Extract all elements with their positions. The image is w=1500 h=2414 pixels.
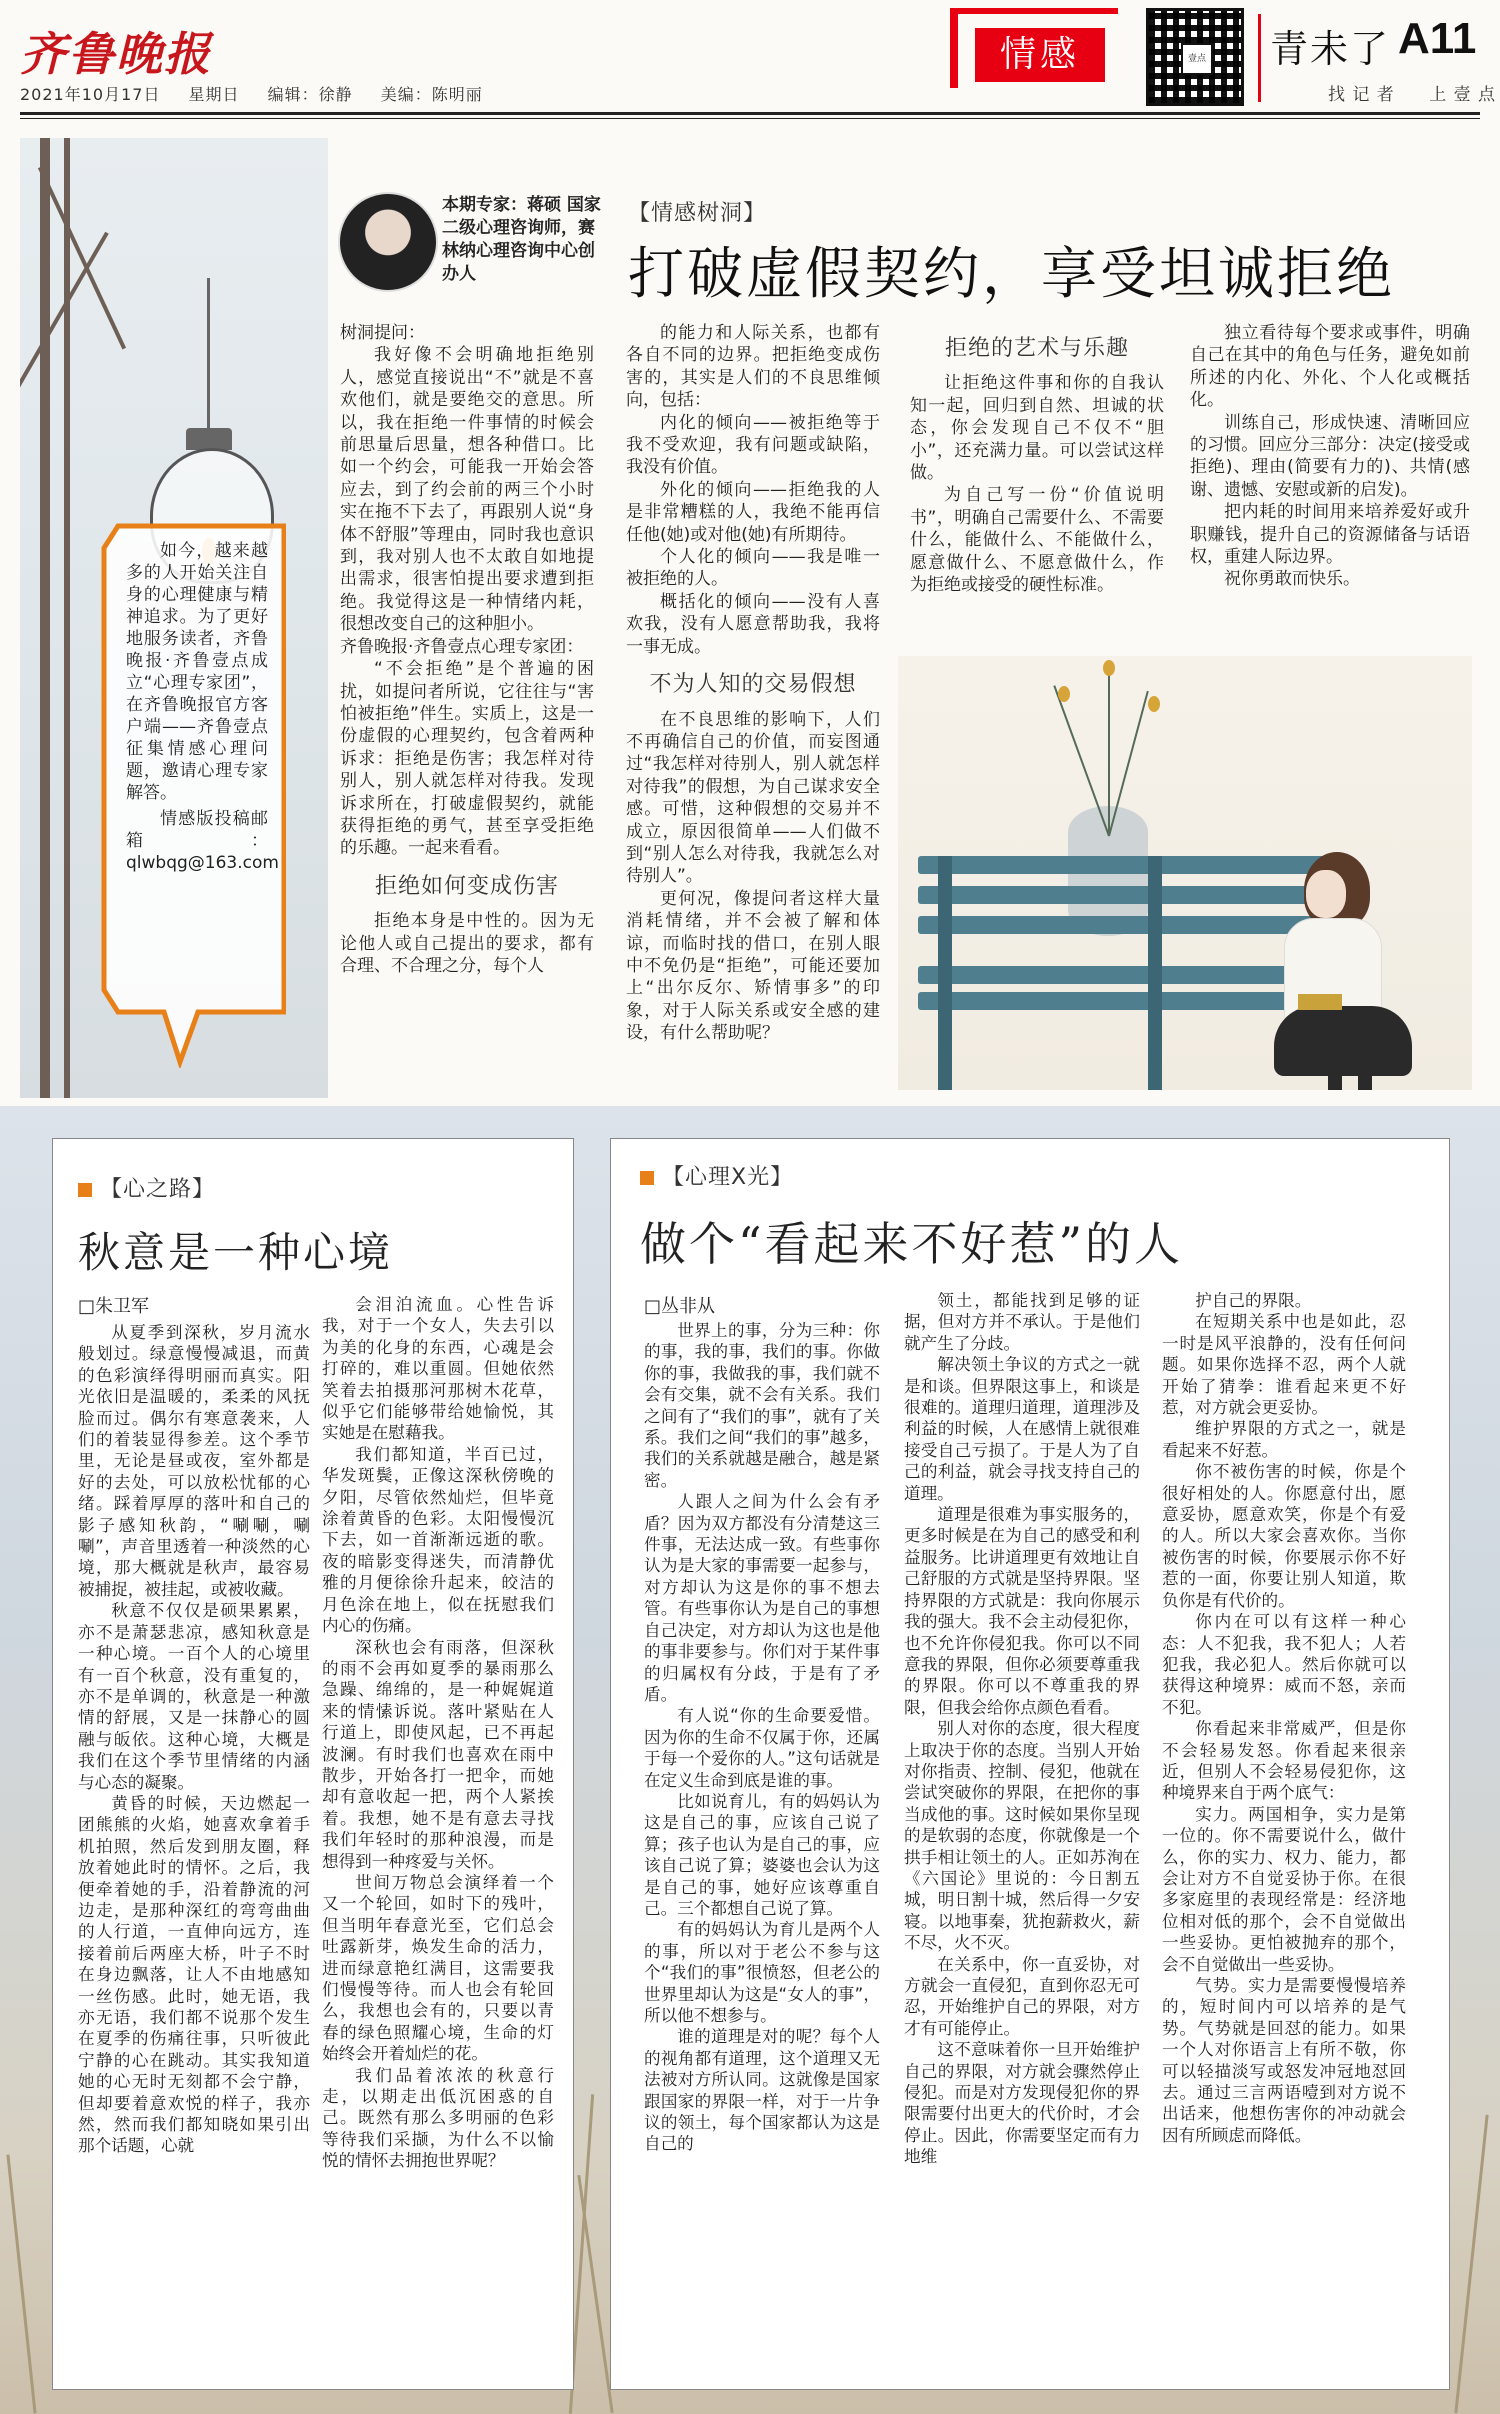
slogan-part: 找 记 者 [1328,85,1395,105]
paragraph: 我们品着浓浓的秋意行走，以期走出低沉困惑的自己。既然有那么多明丽的色彩等待我们采撷，为什么不以愉悦的情怀去拥抱世界呢？ [322,2065,554,2171]
flower-icon [1103,660,1115,676]
paragraph: 道理是很难为事实服务的，更多时候是在为自己的感受和利益服务。比讲道理更有效地让自己舒服的方式就是坚持界限。坚持界限的方式就是：我向你展示我的强大。我不会主动侵犯你，也不允许你侵犯我。你可以不同意我的界限，但你必须要尊重我的界限。你可以不尊重我的界限，但我会给你点颜色看看。 [904,1505,1140,1717]
subheading: 不为人知的交易假想 [649,672,857,698]
column-kicker [640,1160,793,1191]
article-headline: 打破虚假契约，享受坦诚拒绝 [628,242,1395,307]
notice-paragraph: 如今，越来越多的人开始关注自身的心理健康与精神追求。为了更好地服务读者，齐鲁晚报·齐鲁壹点成立“心理专家团”，在齐鲁晚报官方客户端——齐鲁壹点征集情感心理问题，邀请心理专家解答。 [126,541,268,803]
article-column-2 [322,1294,554,2172]
bench-leg [1148,856,1162,1090]
paragraph: 解决领土争议的方式之一就是和谈。但界限这事上，和谈是很难的。道理归道理，道理涉及利益的时候，人在感情上就很难接受自己亏损了。于是人为了自己的利益，就会寻找支持自己的道理。 [904,1355,1140,1503]
flower-icon [1148,696,1160,712]
section-tab: 情感 [975,28,1105,82]
paragraph: 从夏季到深秋，岁月流水般划过。绿意慢慢减退，而黄的色彩演绎得明丽而真实。阳光依旧是温暖的，柔柔的风抚脸而过。偶尔有寒意袭来，人们的着装显得参差。这个季节里，无论是昼或夜，室外都是好的去处，可以放松忧郁的心绪。踩着厚厚的落叶和自己的影子感知秋韵，“唰唰，唰唰”，声音里透着一种淡然的心境，那大概就是秋声，最容易被捕捉，被挂起，或被收藏。 [78,1323,310,1599]
paragraph: 气势。实力是需要慢慢培养的，短时间内可以培养的是气势。气势就是回怼的能力。如果一个人对你语言上有所不敬，你可以轻描淡写或怒发冲冠地怼回去。通过三言两语噎到对方说不出话来，他想伤害你的冲动就会因有所顾虑而降低。 [1162,1976,1406,2145]
paragraph: 齐鲁晚报·齐鲁壹点心理专家团： [340,636,584,657]
bench-slat [918,886,1338,904]
issue-date: 2021年10月17日 [20,85,161,104]
grass-blade [6,2155,36,2414]
column-kicker: 【情感树洞】 [628,201,767,226]
paragraph: 个人化的倾向——我是唯一被拒绝的人。 [626,547,880,590]
bench-reading-illustration [898,656,1472,1090]
lantern-rope [207,278,210,428]
tree-trunk [64,138,70,1098]
issue-weekday: 星期日 [188,85,240,104]
girl-skirt [1274,1006,1412,1076]
masthead [0,0,1500,120]
tree-trunk [40,138,50,1098]
paragraph: 让拒绝这件事和你的自我认知一起，回归到自然、坦诚的状态，你会发现自己不仅不“胆小”，还充满力量。可以尝试这样做。 [910,373,1164,484]
bench-leg [938,856,952,1090]
lantern-cap [186,428,232,450]
paragraph: 把内耗的时间用来培养爱好或升职赚钱，提升自己的资源储备与话语权，重建人际边界。 [1190,502,1470,568]
paragraph: 有的妈妈认为育儿是两个人的事，所以对于老公不参与这个“我们的事”很愤怒，但老公的世界里却认为这是“女人的事”，所以他不想参与。 [644,1920,880,2025]
article-column-2 [904,1290,1140,2168]
paragraph: 的能力和人际关系，也都有各自不同的边界。把拒绝变成伤害的，其实是人们的不良思维倾向，包括： [626,323,880,411]
notice-text [126,540,279,878]
section-name: 青未了 [1270,27,1391,71]
header-rule-thin [20,118,1480,119]
header-divider [1258,14,1261,102]
orange-square-icon [78,1183,92,1197]
article-column-2 [626,322,880,1045]
paragraph: 拒绝本身是中性的。因为无论他人或自己提出的要求，都有合理、不合理之分，每个人 [340,911,594,976]
paragraph: 有人说“你的生命要爱惜。因为你的生命不仅属于你，还属于每一个爱你的人。”这句话就是在定义生命到底是谁的事。 [644,1706,880,1790]
orange-square-icon [640,1171,654,1185]
kicker-text: 【心理X光】 [662,1165,794,1190]
paragraph: 我们都知道，半百已过，华发斑鬓，正像这深秋傍晚的夕阳，尽管依然灿烂，但毕竟涂着黄昏的色彩。太阳慢慢沉下去，如一首渐渐远逝的歌。夜的暗影变得迷失，而清静优雅的月便徐徐升起来，皎洁的月色涂在地上，似在抚慰我们内心的伤痛。 [322,1444,554,1636]
paragraph: 你看起来非常威严，但是你不会轻易发怒。你看起来很亲近，但别人不会轻易侵犯你，这种境界来自于两个底气： [1162,1719,1406,1803]
paragraph: 实力。两国相争，实力是第一位的。你不需要说什么，做什么，你的实力、权力、能力，都会让对方不自觉妥协于你。在很多家庭里的表现经常是：经济地位相对低的那个，会不自觉做出一些妥协。更怕被抛弃的那个，会不自觉做出一些妥协。 [1162,1804,1406,1974]
kicker-text: 【心之路】 [100,1177,216,1202]
paragraph: 在不良思维的影响下，人们不再确信自己的价值，而妄图通过“我怎样对待别人，别人就怎样对待我”的假想，为自己谋求安全感。可惜，这种假想的交易并不成立，原因很简单——人们做不到“别人怎么对待我，我就怎么对待别人”。 [626,709,880,887]
paragraph: 祝你勇敢而快乐。 [1224,569,1360,590]
qr-center-label: 壹点 [1181,43,1213,75]
paragraph: 世界上的事，分为三种：你的事，我的事，我们的事。你做你的事，我做我的事，我们就不会有交集，就不会有关系。我们之间有了“我们的事”，就有了关系。我们之间“我们的事”越多，我们的关系就越是融合，越是紧密。 [644,1321,880,1490]
article-column-1 [644,1320,880,2155]
article-column-1 [78,1322,310,2157]
paragraph: 我好像不会明确地拒绝别人，感觉直接说出“不”就是不喜欢他们，就是要绝交的意思。所以，我在拒绝一件事情的时候会前思量后思量，想各种借口。比如一个约会，可能我一开始会答应去，到了约会前的两三个小时实在拖不下去了，再跟别人说“身体不舒服”等理由，同时我也意识到，我对别人也不太敢自如地提出需求，很害怕提出要求遭到拒绝。我觉得这是一种情绪内耗，很想改变自己的这种胆小。 [340,345,594,635]
bench-slat [918,916,1338,934]
paragraph: 内化的倾向——被拒绝等于我不受欢迎，我有问题或缺陷，我没有价值。 [626,412,880,478]
paragraph: 深秋也会有雨落，但深秋的雨不会再如夏季的暴雨那么急躁、绵绵的，是一种娓娓道来的情愫诉说。落叶紧贴在人行道上，即使风起，已不再起波澜。有时我们也喜欢在雨中散步，开始各打一把伞，而她却有意收起一把，两个人紧挨着。我想，她不是有意去寻找我们年轻时的那种浪漫，而是想得到一种疼爱与关怀。 [322,1637,554,1871]
paragraph: 黄昏的时候，天边燃起一团熊熊的火焰，她喜欢拿着手机拍照，然后发到朋友圈，释放着她此时的情怀。之后，我便牵着她的手，沿着静流的河边走，是那种深红的弯弯曲曲的人行道，一直伸向远方，连接着前后两座大桥，叶子不时在身边飘落，让人不由地感知一丝伤感。此时，她无语，我亦无语，我们都不说那个发生在夏季的伤痛往事，只听彼此宁静的心在跳动。其实我知道她的心无时无刻都不会宁静，但却要着意欢悦的样子，我亦然，然而我们都知晓如果引出那个话题，心就 [78,1793,310,2156]
article-headline: 秋意是一种心境 [78,1228,394,1277]
flower-icon [1058,686,1070,702]
newspaper-logo: 齐鲁晚报 [20,27,212,81]
designer-credit: 美编：陈明丽 [380,85,483,104]
paragraph: 人跟人之间为什么会有矛盾？因为双方都没有分清楚这三件事，无法达成一致。有些事你认为是大家的事需要一起参与，对方却认为这是你的事不想去管。有些事你认为是自己的事想自己决定，对方却认为这也是他的事非要参与。你们对于某件事的归属权有分歧，于是有了矛盾。 [644,1492,880,1704]
byline: □丛非从 [644,1296,716,1317]
subheading: 拒绝的艺术与乐趣 [944,336,1129,361]
girl-leg [1358,1066,1372,1090]
article-column-3 [1162,1290,1406,2146]
paragraph: 别人对你的态度，很大程度上取决于你的态度。当别人开始对你指责、控制、侵犯，他就在尝试突破你的界限，在把你的事当成他的事。这时候如果你呈现的是软弱的态度，你就像是一个拱手相让领土的人。正如苏洵在《六国论》里说的：今日割五城，明日割十城，然后得一夕安寝。以地事秦，犹抱薪救火，薪不尽，火不灭。 [904,1719,1140,1953]
paragraph: 维护界限的方式之一，就是看起来不好惹。 [1162,1419,1406,1460]
paragraph: 比如说育儿，有的妈妈认为这是自己的事，应该自己说了算；孩子也认为是自己的事，应该自己说了算；婆婆也会认为这是自己的事，她好应该尊重自己。三个都想自己说了算。 [644,1791,880,1918]
book-icon [1298,994,1342,1010]
paragraph: 树洞提问： [340,323,425,343]
paragraph: 训练自己，形成快速、清晰回应的习惯。回应分三部分：决定(接受或拒绝)、理由(简要有力的)、共情(感谢、遗憾、安慰或新的启发)。 [1190,412,1470,500]
article-headline: 做个“看起来不好惹”的人 [640,1217,1184,1271]
paragraph: 独立看待每个要求或事件，明确自己在其中的角色与任务，避免如前所述的内化、外化、个人化或概括化。 [1190,323,1470,411]
article-column-1 [340,322,594,977]
paragraph: 外化的倾向——拒绝我的人是非常糟糕的人，我绝不能再信任他(她)或对他(她)有所期待。 [626,479,880,545]
paragraph: 你内在可以有这样一种心态：人不犯我，我不犯人；人若犯我，我必犯人。然后你就可以获得这种境界：威而不怒，亲而不犯。 [1162,1612,1406,1717]
slogan-part: 上 壹 点 [1429,85,1497,105]
paragraph: 领土，都能找到足够的证据，但对方并不承认。于是他们就产生了分歧。 [904,1291,1140,1353]
article-column-4 [1190,322,1470,591]
grass-blade [1454,2115,1488,2414]
bench-slat [918,856,1338,874]
paragraph: 护自己的界限。 [1195,1291,1312,1310]
subheading: 拒绝如何变成伤害 [374,873,559,899]
expert-intro: 本期专家：蒋硕 国家二级心理咨询师，赛林纳心理咨询中心创办人 [442,195,601,284]
girl-face [1306,870,1346,918]
paragraph: 谁的道理是对的呢？每个人的视角都有道理，这个道理又无法被对方所认同。这就像是国家跟国家的界限一样，对于一片争议的领土，每个国家都认为这是自己的 [644,2027,880,2154]
article-column-3 [910,322,1164,596]
editor-credit: 编辑：徐静 [267,85,353,104]
plant-stem [1108,666,1110,836]
header-slogan [1300,80,1496,105]
page-number: A11 [1398,14,1477,63]
expert-avatar [338,192,438,292]
paragraph: 在短期关系中也是如此，忍一时是风平浪静的，没有任何问题。如果你选择不忍，两个人就开始了猜拳：谁看起来更不好惹，对方就会更妥协。 [1162,1312,1406,1418]
notice-box [98,520,286,1068]
girl-leg [1328,1066,1342,1090]
tree-branch [38,167,126,350]
paragraph: 概括化的倾向——没有人喜欢我，没有人愿意帮助我，我将一事无成。 [626,591,880,657]
column-kicker [78,1172,215,1203]
paragraph: 在关系中，你一直妥协，对方就会一直侵犯，直到你忍无可忍，开始维护自己的界限，对方才有可能停止。 [904,1954,1140,2038]
paragraph: 更何况，像提问者这样大量消耗情绪，并不会被了解和体谅，而临时找的借口，在别人眼中不免仍是“拒绝”，可能还要加上“出尔反尔、矫情事多”的印象，对于人际关系或安全感的建设，有什么帮助呢？ [626,888,880,1044]
header-rule [20,112,1480,115]
notice-email: 情感版投稿邮箱：qlwbqg@163.com [126,809,279,873]
dateline [20,82,505,105]
paragraph: 秋意不仅仅是硕果累累，亦不是萧瑟悲凉，感知秋意是一种心境。一百个人的心境里有一百个秋意，没有重复的，亦不是单调的，秋意是一种激情的舒展，又是一抹静心的圆融与皈依。这种心境，大概是我们在这个季节里情绪的内涵与心态的凝聚。 [78,1601,310,1792]
paragraph: 会泪泊流血。心性告诉我，对于一个女人，失去引以为美的化身的东西，心魂是会打碎的，难以重圆。但她依然笑着去拍摄那河那树木花草，似乎它们能够带给她愉悦，其实她是在慰藉我。 [322,1295,554,1443]
qr-code-icon[interactable] [1146,8,1244,106]
byline: □朱卫军 [78,1296,150,1317]
grass-blade [577,2175,613,2413]
paragraph: 你不被伤害的时候，你是个很好相处的人。你愿意付出，愿意妥协，愿意欢笑，你是个有爱的人。所以大家会喜欢你。当你被伤害的时候，你要展示你不好惹的一面，你要让别人知道，欺负你是有代价的。 [1162,1462,1406,1610]
paragraph: “不会拒绝”是个普遍的困扰，如提问者所说，它往往与“害怕被拒绝”伴生。实质上，这是一份虚假的心理契约，包含着两种诉求：拒绝是伤害；我怎样对待别人，别人就怎样对待我。发现诉求所在，打破虚假契约，就能获得拒绝的勇气，甚至享受拒绝的乐趣。一起来看看。 [340,659,594,859]
paragraph: 这不意味着你一旦开始维护自己的界限，对方就会骤然停止侵犯。而是对方发现侵犯你的界限需要付出更大的代价时，才会停止。因此，你需要坚定而有力地维 [904,2040,1140,2167]
paragraph: 为自己写一份“价值说明书”，明确自己需要什么、不需要什么，能做什么、不能做什么，愿意做什么、不愿意做什么，作为拒绝或接受的硬性标准。 [910,485,1164,596]
paragraph: 世间万物总会演绎着一个又一个轮回，如时下的残叶，但当明年春意光至，它们总会吐露新芽，焕发生命的活力，进而绿意艳红满目，这需要我们慢慢等待。而人也会有轮回么，我想也会有的，只要以青春的绿色照耀心境，生命的灯始终会开着灿烂的花。 [322,1872,554,2064]
